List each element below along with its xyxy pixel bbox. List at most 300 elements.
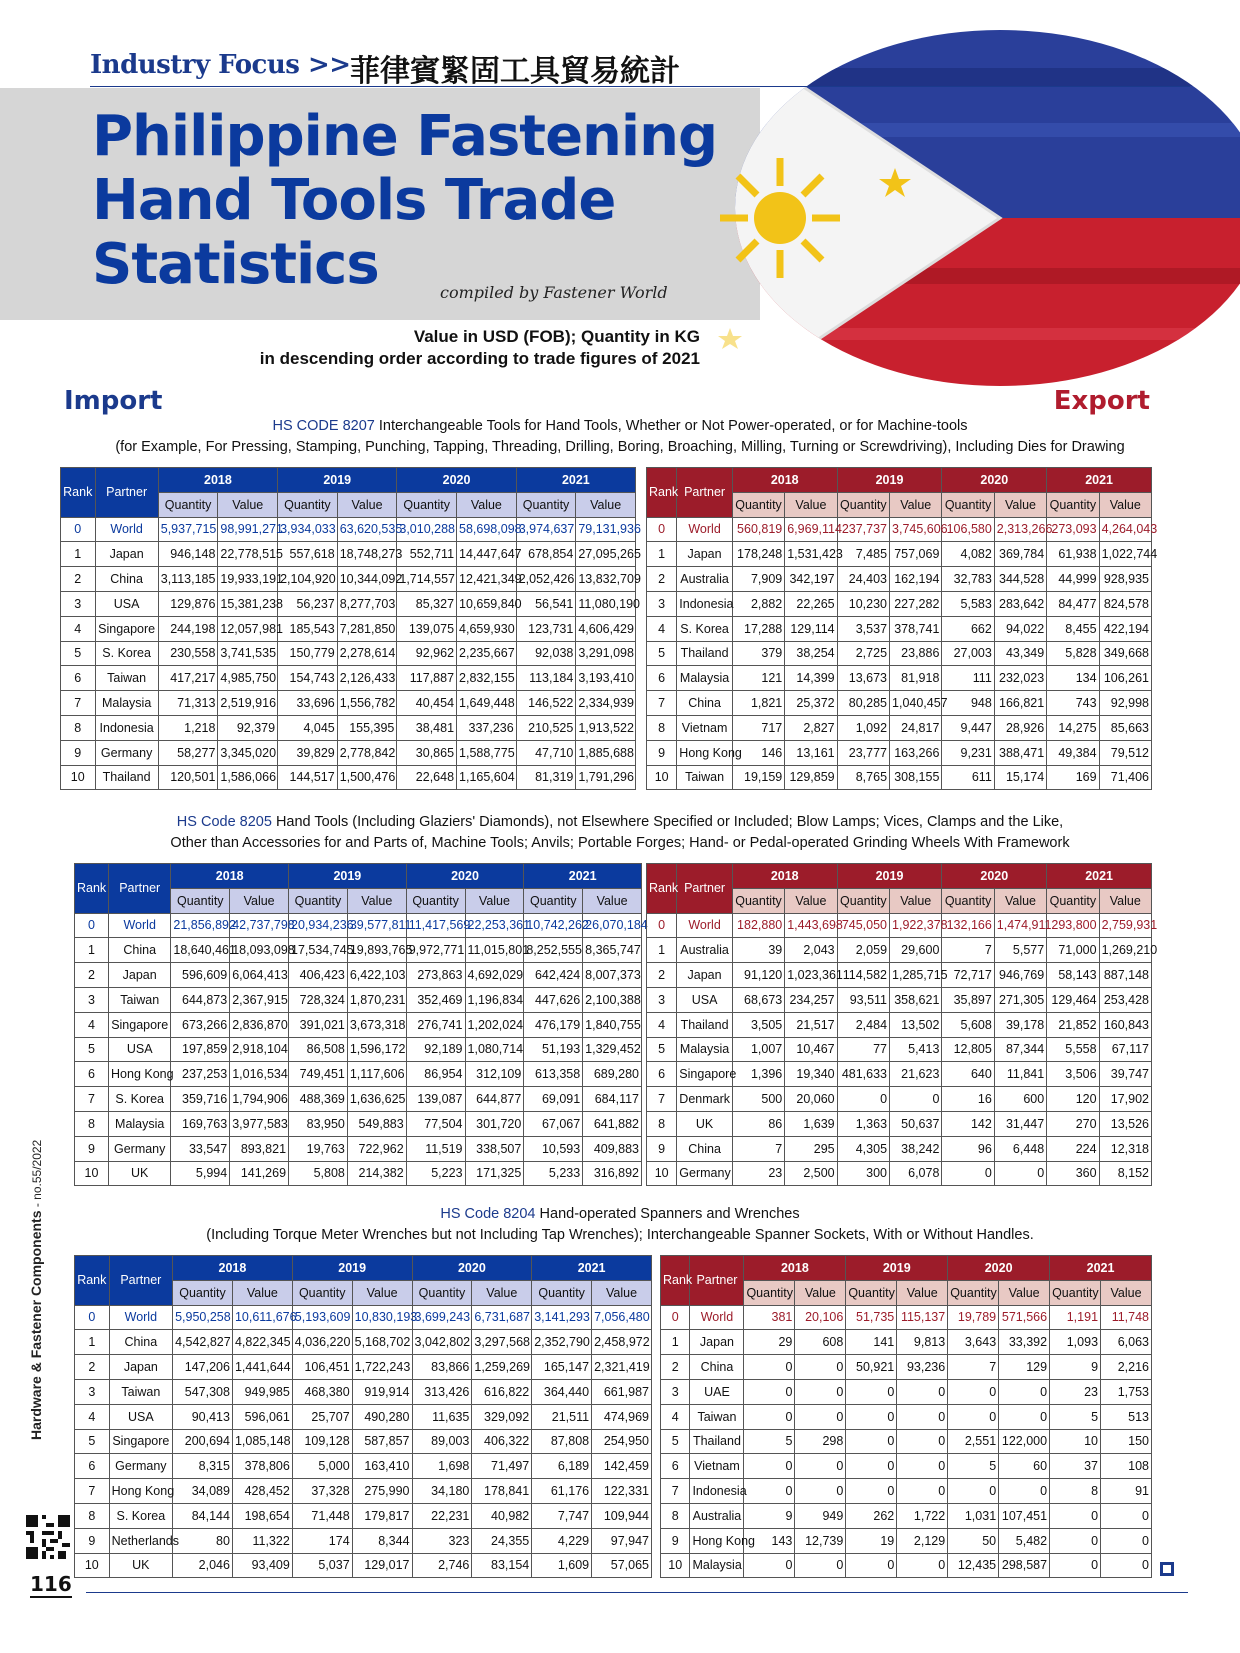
table-row	[61, 616, 636, 641]
value-cell: 5,482	[999, 1528, 1050, 1553]
value-cell: 71,406	[1099, 765, 1151, 790]
value-cell: 93,236	[897, 1355, 948, 1380]
value-cell: 608	[795, 1330, 846, 1355]
value-cell: 1,698	[412, 1454, 472, 1479]
value-cell: 0	[744, 1355, 795, 1380]
star-icon	[718, 328, 742, 349]
partner-cell: Singapore	[109, 1012, 171, 1037]
value-cell: 10,611,676	[232, 1305, 292, 1330]
quantity-header: Quantity	[516, 492, 576, 517]
partner-cell: Thailand	[677, 1012, 733, 1037]
partner-cell: World	[109, 1305, 172, 1330]
value-header: Value	[1099, 492, 1151, 517]
value-cell: 12,318	[1099, 1136, 1151, 1161]
value-cell: 2,235,667	[457, 641, 517, 666]
year-header: 2020	[948, 1256, 1050, 1281]
value-cell: 56,237	[278, 591, 338, 616]
rank-cell: 5	[647, 641, 677, 666]
partner-cell: Japan	[677, 963, 733, 988]
table-row	[661, 1305, 1152, 1330]
value-cell: 391,021	[289, 1012, 348, 1037]
year-header: 2021	[1050, 1256, 1152, 1281]
value-cell: 179,817	[352, 1503, 412, 1528]
value-cell: 109,944	[592, 1503, 652, 1528]
value-cell: 10,344,092	[337, 567, 397, 592]
value-cell: 887,148	[1099, 963, 1151, 988]
table-row	[75, 913, 642, 938]
value-cell: 587,857	[352, 1429, 412, 1454]
value-cell: 2,334,939	[576, 691, 636, 716]
table-row	[75, 1037, 642, 1062]
desc-line: Other than Accessories for and Parts of, Machine Tools; Anvils; Portable Forges; Hand- or Pedal-operated Grinding Wheels With Framework	[170, 835, 1070, 851]
table-row	[75, 1404, 652, 1429]
value-cell: 86,508	[289, 1037, 348, 1062]
partner-cell: World	[109, 913, 171, 938]
year-header: 2021	[1047, 864, 1152, 889]
rank-cell: 3	[75, 987, 109, 1012]
value-cell: 141	[846, 1330, 897, 1355]
value-cell: 0	[846, 1429, 897, 1454]
value-cell: 2,458,972	[592, 1330, 652, 1355]
value-cell: 749,451	[289, 1062, 348, 1087]
value-cell: 4,606,429	[576, 616, 636, 641]
value-cell: 301,720	[465, 1111, 524, 1136]
value-cell: 0	[897, 1429, 948, 1454]
value-cell: 19,933,191	[218, 567, 278, 592]
value-cell: 298,587	[999, 1553, 1050, 1578]
year-header: 2018	[158, 468, 277, 493]
value-cell: 1,218	[158, 715, 218, 740]
title-line: Philippine Fastening	[92, 104, 718, 169]
value-cell: 14,275	[1047, 715, 1099, 740]
partner-cell: Hong Kong	[109, 1479, 172, 1504]
table-row	[75, 1161, 642, 1186]
value-cell: 5,583	[942, 591, 994, 616]
rank-header: Rank	[647, 468, 677, 518]
value-cell: 2,129	[897, 1528, 948, 1553]
table-row	[647, 938, 1152, 963]
rank-cell: 0	[647, 517, 677, 542]
value-cell: 1,840,755	[583, 1012, 642, 1037]
value-cell: 8,007,373	[583, 963, 642, 988]
value-cell: 342,197	[785, 567, 837, 592]
rank-cell: 7	[75, 1087, 109, 1112]
value-cell: 4,542,827	[173, 1330, 233, 1355]
table-row	[75, 1087, 642, 1112]
value-cell: 83,950	[289, 1111, 348, 1136]
value-cell: 1,443,698	[785, 913, 837, 938]
value-cell: 642,424	[524, 963, 583, 988]
value-cell: 316,892	[583, 1161, 642, 1186]
rank-cell: 5	[61, 641, 96, 666]
value-cell: 3,506	[1047, 1062, 1099, 1087]
value-cell: 323	[412, 1528, 472, 1553]
value-cell: 0	[948, 1379, 999, 1404]
value-cell: 113,184	[516, 666, 576, 691]
partner-cell: Australia	[677, 567, 733, 592]
table-row	[75, 1305, 652, 1330]
table-row	[61, 641, 636, 666]
value-cell: 92,038	[516, 641, 576, 666]
year-header: 2021	[516, 468, 635, 493]
value-cell: 5,608	[942, 1012, 994, 1037]
value-cell: 38,481	[397, 715, 457, 740]
value-cell: 237,253	[171, 1062, 230, 1087]
value-cell: 91,120	[732, 963, 784, 988]
value-cell: 1,922,378	[890, 913, 942, 938]
rank-cell: 3	[61, 591, 96, 616]
value-cell: 596,609	[171, 963, 230, 988]
value-cell: 547,308	[173, 1379, 233, 1404]
value-cell: 1,085,148	[232, 1429, 292, 1454]
rank-cell: 2	[661, 1355, 690, 1380]
rank-cell: 6	[647, 1062, 677, 1087]
value-cell: 92,379	[218, 715, 278, 740]
value-cell: 300	[837, 1161, 889, 1186]
value-cell: 4,264,043	[1099, 517, 1151, 542]
quantity-header: Quantity	[173, 1280, 233, 1305]
value-cell: 684,117	[583, 1087, 642, 1112]
partner-cell: USA	[95, 591, 158, 616]
value-cell: 8,344	[352, 1528, 412, 1553]
value-cell: 6,063	[1101, 1330, 1152, 1355]
value-cell: 422,194	[1099, 616, 1151, 641]
rank-header: Rank	[75, 864, 109, 914]
value-cell: 552,711	[397, 542, 457, 567]
desc-line: Hand Tools (Including Glaziers' Diamonds), not Elsewhere Specified or Included; Blow Lamps; Vices, Clamps and the Like,	[271, 814, 1064, 830]
value-cell: 129,859	[785, 765, 837, 790]
value-cell: 79,512	[1099, 740, 1151, 765]
value-header: Value	[1099, 888, 1151, 913]
value-cell: 12,805	[942, 1037, 994, 1062]
value-cell: 4,985,750	[218, 666, 278, 691]
value-cell: 111	[942, 666, 994, 691]
compiled-credit: compiled by Fastener World	[440, 283, 668, 302]
value-cell: 6,189	[532, 1454, 592, 1479]
value-cell: 129	[999, 1355, 1050, 1380]
section-label: Industry Focus >>	[90, 50, 351, 80]
rank-cell: 2	[75, 963, 109, 988]
partner-cell: Japan	[95, 542, 158, 567]
value-cell: 80,285	[837, 691, 889, 716]
value-cell: 18,093,098	[230, 938, 289, 963]
hs8207-export-table	[646, 467, 1158, 790]
value-cell: 10,593	[524, 1136, 583, 1161]
value-cell: 6,422,103	[347, 963, 406, 988]
rank-cell: 0	[61, 517, 96, 542]
value-cell: 163,266	[890, 740, 942, 765]
value-cell: 4,229	[532, 1528, 592, 1553]
table-row	[647, 542, 1152, 567]
value-cell: 293,800	[1047, 913, 1099, 938]
partner-cell: Singapore	[95, 616, 158, 641]
rank-cell: 9	[661, 1528, 690, 1553]
value-cell: 949	[795, 1503, 846, 1528]
value-cell: 117,887	[397, 666, 457, 691]
value-cell: 388,471	[994, 740, 1046, 765]
partner-cell: Japan	[690, 1330, 744, 1355]
value-cell: 0	[897, 1379, 948, 1404]
value-cell: 3,297,568	[472, 1330, 532, 1355]
quantity-header: Quantity	[1050, 1280, 1101, 1305]
table-row	[75, 1454, 652, 1479]
value-cell: 1,259,269	[472, 1355, 532, 1380]
value-cell: 1,714,557	[397, 567, 457, 592]
value-cell: 8	[1050, 1479, 1101, 1504]
value-cell: 150	[1101, 1429, 1152, 1454]
value-cell: 3,537	[837, 616, 889, 641]
value-cell: 379	[732, 641, 784, 666]
value-cell: 3,010,288	[397, 517, 457, 542]
value-header: Value	[352, 1280, 412, 1305]
units-note	[180, 326, 700, 370]
value-cell: 24,817	[890, 715, 942, 740]
philippine-flag-brush-graphic	[700, 28, 1240, 408]
value-cell: 50	[948, 1528, 999, 1553]
value-cell: 77	[837, 1037, 889, 1062]
value-cell: 210,525	[516, 715, 576, 740]
rank-cell: 9	[647, 1136, 677, 1161]
table-row	[75, 938, 642, 963]
value-cell: 17,534,745	[289, 938, 348, 963]
value-cell: 33,547	[171, 1136, 230, 1161]
value-cell: 123,731	[516, 616, 576, 641]
rank-cell: 9	[647, 740, 677, 765]
value-cell: 21,511	[532, 1404, 592, 1429]
value-cell: 3,974,637	[516, 517, 576, 542]
value-cell: 0	[846, 1454, 897, 1479]
value-cell: 120,501	[158, 765, 218, 790]
rank-cell: 10	[75, 1553, 110, 1578]
value-cell: 8,252,555	[524, 938, 583, 963]
value-cell: 40,454	[397, 691, 457, 716]
value-cell: 10,742,262	[524, 913, 583, 938]
value-cell: 15,381,238	[218, 591, 278, 616]
partner-cell: World	[690, 1305, 744, 1330]
value-cell: 661,987	[592, 1379, 652, 1404]
rank-cell: 10	[661, 1553, 690, 1578]
table-row	[647, 1111, 1152, 1136]
value-cell: 600	[994, 1087, 1046, 1112]
partner-header: Partner	[677, 468, 733, 518]
value-header: Value	[890, 888, 942, 913]
year-header: 2018	[171, 864, 289, 889]
value-cell: 2,100,388	[583, 987, 642, 1012]
desc-line: Interchangeable Tools for Hand Tools, Whether or Not Power-operated, or for Machine-tools	[374, 418, 968, 434]
value-cell: 60	[999, 1454, 1050, 1479]
value-cell: 409,883	[583, 1136, 642, 1161]
value-cell: 198,654	[232, 1503, 292, 1528]
value-cell: 15,174	[994, 765, 1046, 790]
value-cell: 1,191	[1050, 1305, 1101, 1330]
table-row	[75, 1528, 652, 1553]
value-cell: 349,668	[1099, 641, 1151, 666]
partner-cell: USA	[677, 987, 733, 1012]
value-cell: 298	[795, 1429, 846, 1454]
value-cell: 0	[1101, 1553, 1152, 1578]
quantity-header: Quantity	[406, 888, 465, 913]
units-line: in descending order according to trade figures of 2021	[259, 349, 700, 368]
rank-cell: 3	[661, 1379, 690, 1404]
value-cell: 3,141,293	[532, 1305, 592, 1330]
value-cell: 5,413	[890, 1037, 942, 1062]
issue-number: - no.55/2022	[30, 1139, 44, 1211]
value-cell: 84,144	[173, 1503, 233, 1528]
value-cell: 1,474,911	[994, 913, 1046, 938]
partner-cell: Singapore	[677, 1062, 733, 1087]
year-header: 2018	[744, 1256, 846, 1281]
table-row	[647, 715, 1152, 740]
value-cell: 69,091	[524, 1087, 583, 1112]
value-cell: 81,918	[890, 666, 942, 691]
partner-cell: Thailand	[690, 1429, 744, 1454]
value-cell: 0	[744, 1379, 795, 1404]
table-row	[75, 1136, 642, 1161]
value-cell: 19,340	[785, 1062, 837, 1087]
value-cell: 58,143	[1047, 963, 1099, 988]
partner-cell: USA	[109, 1404, 172, 1429]
year-header: 2019	[292, 1256, 412, 1281]
chinese-title: 菲律賓緊固工具貿易統計	[350, 54, 680, 89]
value-cell: 2,216	[1101, 1355, 1152, 1380]
hs8205-import-table	[74, 863, 648, 1186]
rank-cell: 7	[661, 1479, 690, 1504]
value-cell: 8,315	[173, 1454, 233, 1479]
value-cell: 338,507	[465, 1136, 524, 1161]
table-row	[647, 1087, 1152, 1112]
value-cell: 946,148	[158, 542, 218, 567]
value-cell: 262	[846, 1503, 897, 1528]
value-header: Value	[465, 888, 524, 913]
rank-cell: 0	[647, 913, 677, 938]
value-cell: 616,822	[472, 1379, 532, 1404]
value-cell: 132,166	[942, 913, 994, 938]
value-cell: 2,352,790	[532, 1330, 592, 1355]
rank-cell: 2	[61, 567, 96, 592]
partner-cell: Taiwan	[690, 1404, 744, 1429]
value-cell: 90,413	[173, 1404, 233, 1429]
quantity-header: Quantity	[171, 888, 230, 913]
value-cell: 644,873	[171, 987, 230, 1012]
table-row	[647, 765, 1152, 790]
value-cell: 169,763	[171, 1111, 230, 1136]
value-cell: 11,417,569	[406, 913, 465, 938]
partner-cell: S. Korea	[677, 616, 733, 641]
value-cell: 3,745,606	[890, 517, 942, 542]
year-header: 2018	[732, 468, 837, 493]
value-cell: 10	[1050, 1429, 1101, 1454]
rank-cell: 4	[661, 1404, 690, 1429]
value-cell: 1,636,625	[347, 1087, 406, 1112]
rank-header: Rank	[647, 864, 677, 914]
value-cell: 5,828	[1047, 641, 1099, 666]
value-header: Value	[1101, 1280, 1152, 1305]
value-cell: 93,409	[232, 1553, 292, 1578]
hs8204-export-table	[660, 1255, 1152, 1578]
value-cell: 641,882	[583, 1111, 642, 1136]
value-cell: 1,441,644	[232, 1355, 292, 1380]
value-cell: 549,883	[347, 1111, 406, 1136]
value-cell: 21,517	[785, 1012, 837, 1037]
value-cell: 378,741	[890, 616, 942, 641]
value-cell: 254,950	[592, 1429, 652, 1454]
rank-cell: 9	[75, 1528, 110, 1553]
value-cell: 44,999	[1047, 567, 1099, 592]
value-cell: 61,938	[1047, 542, 1099, 567]
value-cell: 557,618	[278, 542, 338, 567]
value-cell: 5,000	[292, 1454, 352, 1479]
value-cell: 37	[1050, 1454, 1101, 1479]
value-cell: 16	[942, 1087, 994, 1112]
value-cell: 129,464	[1047, 987, 1099, 1012]
value-cell: 122,000	[999, 1429, 1050, 1454]
value-cell: 13,673	[837, 666, 889, 691]
value-cell: 4,045	[278, 715, 338, 740]
partner-cell: Malaysia	[677, 1037, 733, 1062]
value-cell: 2,827	[785, 715, 837, 740]
value-cell: 1,165,604	[457, 765, 517, 790]
value-cell: 5,808	[289, 1161, 348, 1186]
desc-line: Hand-operated Spanners and Wrenches	[535, 1206, 800, 1222]
value-cell: 893,821	[230, 1136, 289, 1161]
value-cell: 7	[942, 938, 994, 963]
value-cell: 7,485	[837, 542, 889, 567]
value-cell: 9,447	[942, 715, 994, 740]
year-header: 2021	[1047, 468, 1152, 493]
partner-cell: S. Korea	[95, 641, 158, 666]
table-row	[661, 1330, 1152, 1355]
value-cell: 5,037	[292, 1553, 352, 1578]
value-cell: 417,217	[158, 666, 218, 691]
table-row	[75, 1553, 652, 1578]
value-cell: 1,556,782	[337, 691, 397, 716]
value-cell: 271,305	[994, 987, 1046, 1012]
value-cell: 3,699,243	[412, 1305, 472, 1330]
partner-cell: World	[95, 517, 158, 542]
rank-cell: 1	[75, 938, 109, 963]
rank-header: Rank	[75, 1256, 110, 1306]
value-cell: 9,231	[942, 740, 994, 765]
value-cell: 11,748	[1101, 1305, 1152, 1330]
table-row	[61, 517, 636, 542]
value-cell: 0	[846, 1379, 897, 1404]
value-cell: 640	[942, 1062, 994, 1087]
value-cell: 9,972,771	[406, 938, 465, 963]
value-cell: 1,500,476	[337, 765, 397, 790]
table-row	[75, 1479, 652, 1504]
value-cell: 5,193,609	[292, 1305, 352, 1330]
value-cell: 20,106	[795, 1305, 846, 1330]
value-cell: 308,155	[890, 765, 942, 790]
value-cell: 63,620,535	[337, 517, 397, 542]
quantity-header: Quantity	[289, 888, 348, 913]
value-cell: 4,082	[942, 542, 994, 567]
value-cell: 3,977,583	[230, 1111, 289, 1136]
table-row	[75, 1355, 652, 1380]
value-cell: 14,399	[785, 666, 837, 691]
value-cell: 2,500	[785, 1161, 837, 1186]
year-header: 2020	[406, 864, 524, 889]
desc-line: (for Example, For Pressing, Stamping, Punching, Tapping, Threading, Drilling, Boring, Broaching, Milling, Turning or Screwdriving), Including Dies for Drawing	[115, 439, 1125, 455]
value-cell: 3,291,098	[576, 641, 636, 666]
value-cell: 1,821	[732, 691, 784, 716]
value-cell: 51,735	[846, 1305, 897, 1330]
value-cell: 0	[744, 1454, 795, 1479]
partner-cell: Malaysia	[677, 666, 733, 691]
value-cell: 2,313,266	[994, 517, 1046, 542]
year-header: 2020	[942, 864, 1047, 889]
partner-cell: Hong Kong	[690, 1528, 744, 1553]
